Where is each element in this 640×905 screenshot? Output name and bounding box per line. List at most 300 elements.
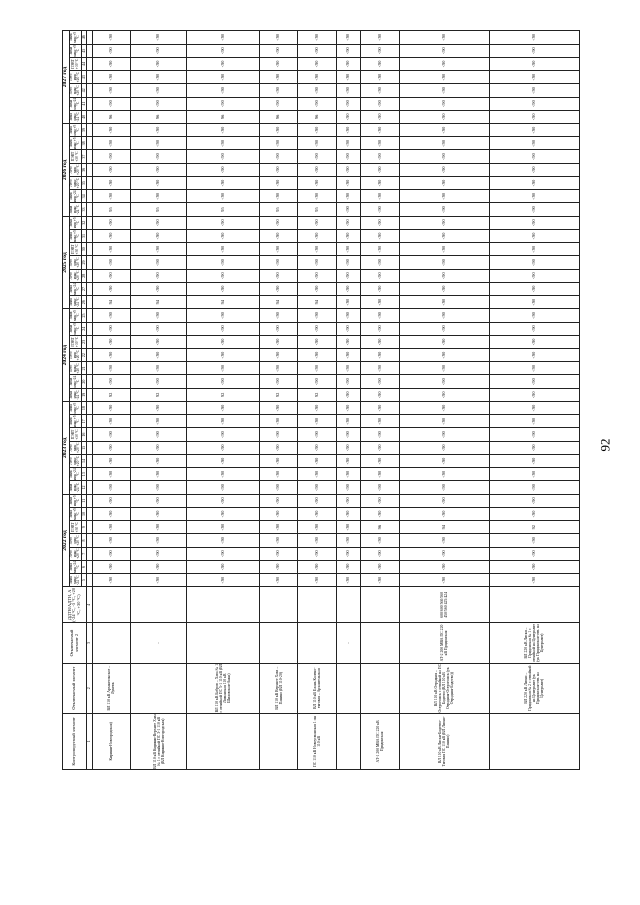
value-cell: <90 xyxy=(298,401,337,414)
value-cell: <90 xyxy=(131,521,187,534)
value-cell: <90 xyxy=(489,415,579,428)
column-number: 44 xyxy=(82,57,87,70)
value-cell: <90 xyxy=(337,309,361,322)
controlled-element-cell xyxy=(186,713,259,769)
controlled-element-cell: ВЛ 110 кВ Лиски-Бодеево-Тяговая ПС 110 кВ (ВЛ Лиски-Панино) xyxy=(399,713,489,769)
value-cell: <90 xyxy=(131,309,187,322)
value-cell: <90 xyxy=(399,269,489,282)
value-cell: 96 xyxy=(259,110,298,123)
adtn-cell xyxy=(186,587,259,623)
value-cell: <90 xyxy=(92,415,131,428)
value-cell: <90 xyxy=(298,507,337,520)
value-cell: <90 xyxy=(186,216,259,229)
column-number: 38 xyxy=(82,137,87,150)
value-cell: <90 xyxy=(186,44,259,57)
value-cell: <90 xyxy=(489,137,579,150)
value-cell: <90 xyxy=(361,84,400,97)
value-cell: <90 xyxy=(337,110,361,123)
condition-header: Зима макс -24 °С xyxy=(68,575,81,585)
value-cell: <90 xyxy=(92,547,131,560)
value-cell: <90 xyxy=(361,296,400,309)
condition-header: Лето макс +20 °С xyxy=(68,85,81,96)
value-cell: <90 xyxy=(399,44,489,57)
value-cell: <90 xyxy=(337,243,361,256)
disconnected-element-2-cell xyxy=(92,623,131,663)
value-cell: <90 xyxy=(259,534,298,547)
value-cell: <90 xyxy=(489,71,579,84)
value-cell: <90 xyxy=(361,454,400,467)
condition-header: Лето мин +20 °С xyxy=(68,72,81,83)
value-cell: 92 xyxy=(259,388,298,401)
value-cell: <90 xyxy=(337,468,361,481)
column-number: 14 xyxy=(82,454,87,467)
column-number: 22 xyxy=(82,349,87,362)
value-cell: <90 xyxy=(92,428,131,441)
year-header: 2024 год xyxy=(63,309,70,402)
disconnected-element-cell: ВЛ 110 кВ Отрадная – Острогожск с отпайкой на ПС Бодеево (ВЛ 110 кВ Отрадная-Острогожск (ук Отрадная-Бодеево)) xyxy=(399,663,489,713)
column-number: 20 xyxy=(82,375,87,388)
column-number: 15 xyxy=(82,441,87,454)
value-cell: <90 xyxy=(399,349,489,362)
rotated-table-wrapper xyxy=(62,30,580,770)
condition-header: ПЭВТ +30 °С xyxy=(69,243,81,256)
value-cell: <90 xyxy=(337,44,361,57)
value-cell: <90 xyxy=(131,124,187,137)
value-cell: <90 xyxy=(399,335,489,348)
value-cell: <90 xyxy=(298,415,337,428)
column-number: 25 xyxy=(82,309,87,322)
value-cell: <90 xyxy=(361,388,400,401)
value-cell: <90 xyxy=(186,57,259,70)
value-cell: <90 xyxy=(259,507,298,520)
value-cell: <90 xyxy=(337,137,361,150)
value-cell: <90 xyxy=(131,494,187,507)
value-cell: <90 xyxy=(489,256,579,269)
value-cell: <90 xyxy=(298,124,337,137)
value-cell: <90 xyxy=(186,229,259,242)
value-cell: <90 xyxy=(489,401,579,414)
value-cell: <90 xyxy=(298,574,337,587)
column-number: 13 xyxy=(82,468,87,481)
condition-header: Зима макс +5 °С xyxy=(68,230,81,242)
column-number: 41 xyxy=(82,97,87,110)
value-cell: <90 xyxy=(489,441,579,454)
value-cell: <90 xyxy=(361,574,400,587)
value-cell: <90 xyxy=(131,163,187,176)
value-cell: <90 xyxy=(186,282,259,295)
value-cell: 94 xyxy=(259,296,298,309)
value-cell: <90 xyxy=(298,441,337,454)
value-cell: <90 xyxy=(399,190,489,203)
value-cell: <90 xyxy=(186,322,259,335)
value-cell: <90 xyxy=(298,375,337,388)
value-cell: <90 xyxy=(399,428,489,441)
value-cell: <90 xyxy=(361,415,400,428)
value-cell: <90 xyxy=(259,428,298,441)
column-number: 32 xyxy=(82,216,87,229)
value-cell: <90 xyxy=(337,97,361,110)
value-cell: <90 xyxy=(399,216,489,229)
condition-header: Лето мин +20 °С xyxy=(68,164,81,176)
value-cell: <90 xyxy=(399,110,489,123)
value-cell: <90 xyxy=(399,415,489,428)
year-header: 2027 год xyxy=(63,31,70,124)
disconnected-element-cell xyxy=(337,663,361,713)
value-cell: 96 xyxy=(298,110,337,123)
value-cell: <90 xyxy=(186,481,259,494)
value-cell: <90 xyxy=(186,375,259,388)
value-cell: <90 xyxy=(337,176,361,189)
disconnected-element-cell: ВЛ 110 кВ Верхнее Хава – Панино (ВЛ 110-20) xyxy=(259,663,298,713)
value-cell: 92 xyxy=(489,521,579,534)
value-cell: <90 xyxy=(399,534,489,547)
value-cell: <90 xyxy=(298,31,337,45)
value-cell: <90 xyxy=(489,322,579,335)
adtn-cell xyxy=(298,587,337,623)
column-number: 45 xyxy=(82,44,87,57)
value-cell: <90 xyxy=(298,97,337,110)
value-cell: <90 xyxy=(92,507,131,520)
value-cell: <90 xyxy=(131,349,187,362)
value-cell: <90 xyxy=(399,163,489,176)
value-cell: <90 xyxy=(259,176,298,189)
value-cell: 94 xyxy=(131,296,187,309)
value-cell: <90 xyxy=(131,454,187,467)
value-cell: <90 xyxy=(489,507,579,520)
value-cell: <90 xyxy=(131,71,187,84)
value-cell: <90 xyxy=(259,31,298,45)
value-cell: <90 xyxy=(489,84,579,97)
column-number: 9 xyxy=(82,521,87,534)
value-cell: <90 xyxy=(361,229,400,242)
column-index: 1 xyxy=(87,713,92,769)
condition-header: Зима макс -24 °С xyxy=(68,204,81,215)
value-cell: <90 xyxy=(361,401,400,414)
value-cell: <90 xyxy=(131,507,187,520)
column-number: 24 xyxy=(82,322,87,335)
value-cell: <90 xyxy=(92,243,131,256)
value-cell: <90 xyxy=(131,322,187,335)
value-cell: <90 xyxy=(337,335,361,348)
value-cell: <90 xyxy=(298,137,337,150)
value-cell: <90 xyxy=(399,362,489,375)
value-cell: <90 xyxy=(298,521,337,534)
value-cell: <90 xyxy=(399,560,489,573)
value-cell: <90 xyxy=(92,322,131,335)
table-row xyxy=(131,31,187,770)
value-cell: <90 xyxy=(186,84,259,97)
column-number: 46 xyxy=(82,31,87,45)
value-cell: <90 xyxy=(131,256,187,269)
value-cell: <90 xyxy=(298,322,337,335)
value-cell: 95 xyxy=(259,203,298,216)
value-cell: <90 xyxy=(131,481,187,494)
value-cell: <90 xyxy=(186,150,259,163)
value-cell: <90 xyxy=(259,454,298,467)
condition-header: Зима макс +5 °С xyxy=(68,322,81,335)
value-cell: <90 xyxy=(399,97,489,110)
column-number: 37 xyxy=(82,150,87,163)
value-cell: <90 xyxy=(186,97,259,110)
column-number: 29 xyxy=(82,256,87,269)
value-cell: 94 xyxy=(399,521,489,534)
value-cell: <90 xyxy=(259,243,298,256)
value-cell: 94 xyxy=(92,296,131,309)
value-cell: <90 xyxy=(186,415,259,428)
value-cell: <90 xyxy=(186,547,259,560)
value-cell: <90 xyxy=(92,349,131,362)
condition-header: ПЭВТ +30 °С xyxy=(69,150,81,163)
value-cell: <90 xyxy=(337,282,361,295)
value-cell: <90 xyxy=(131,57,187,70)
value-cell: <90 xyxy=(259,375,298,388)
value-cell: <90 xyxy=(259,415,298,428)
value-cell: <90 xyxy=(259,282,298,295)
value-cell: <90 xyxy=(92,309,131,322)
value-cell: <90 xyxy=(361,349,400,362)
controlled-element-cell xyxy=(489,713,579,769)
header-controlled-element: Контролируемый элемент xyxy=(63,713,87,769)
value-cell: <90 xyxy=(131,401,187,414)
condition-header: Лето макс +20 °С xyxy=(68,455,81,467)
year-header: 2022 год xyxy=(63,494,70,587)
condition-header: Лето макс +20 °С xyxy=(68,363,81,374)
value-cell: <90 xyxy=(92,97,131,110)
disconnected-element-2-cell: ВЛ 220 кВ Лиски – Придонская № 1 с отпайкой на Центролит (ук Придонская-отп. на Центролит) xyxy=(489,623,579,663)
column-number: 23 xyxy=(82,335,87,348)
value-cell: <90 xyxy=(489,216,579,229)
column-index: 2 xyxy=(87,663,92,713)
value-cell: <90 xyxy=(131,534,187,547)
value-cell: <90 xyxy=(337,388,361,401)
value-cell: <90 xyxy=(399,468,489,481)
value-cell: 95 xyxy=(131,203,187,216)
condition-header: Лето макс +20 °С xyxy=(68,548,81,559)
column-number: 16 xyxy=(82,428,87,441)
value-cell: 92 xyxy=(131,388,187,401)
value-cell: <90 xyxy=(337,256,361,269)
value-cell: <90 xyxy=(337,415,361,428)
value-cell: <90 xyxy=(92,282,131,295)
controlled-element-cell xyxy=(259,713,298,769)
value-cell: <90 xyxy=(489,349,579,362)
value-cell: <90 xyxy=(186,137,259,150)
value-cell: <90 xyxy=(131,31,187,45)
value-cell: <90 xyxy=(337,229,361,242)
value-cell: <90 xyxy=(298,468,337,481)
condition-header: Лето мин +20 °С xyxy=(68,349,81,361)
column-index: 3 xyxy=(87,623,92,663)
column-number: 17 xyxy=(82,415,87,428)
value-cell: <90 xyxy=(186,428,259,441)
value-cell: <90 xyxy=(399,309,489,322)
adtn-cell xyxy=(92,587,131,623)
value-cell: <90 xyxy=(186,441,259,454)
value-cell: <90 xyxy=(361,322,400,335)
value-cell: <90 xyxy=(92,401,131,414)
value-cell: <90 xyxy=(489,560,579,573)
disconnected-element-cell: ВЛ 220 кВ Лиски – Придонская № 2 с отпайкой на Центролит (ук Придонская-отп. на Центролит) xyxy=(489,663,579,713)
value-cell: <90 xyxy=(186,163,259,176)
value-cell: <90 xyxy=(489,454,579,467)
value-cell: <90 xyxy=(489,534,579,547)
value-cell: 92 xyxy=(298,388,337,401)
value-cell: <90 xyxy=(298,256,337,269)
value-cell: <90 xyxy=(131,547,187,560)
value-cell: <90 xyxy=(399,137,489,150)
year-header: 2023 год xyxy=(63,401,70,494)
value-cell: <90 xyxy=(186,269,259,282)
condition-header: Зима макс -24 °С xyxy=(68,482,81,493)
value-cell: <90 xyxy=(92,534,131,547)
value-cell: <90 xyxy=(361,71,400,84)
value-cell: <90 xyxy=(186,574,259,587)
value-cell: <90 xyxy=(186,31,259,45)
value-cell: <90 xyxy=(337,454,361,467)
value-cell: <90 xyxy=(186,176,259,189)
value-cell: 94 xyxy=(298,296,337,309)
table-row xyxy=(259,31,298,770)
value-cell: <90 xyxy=(399,150,489,163)
value-cell: <90 xyxy=(92,375,131,388)
condition-header: Зима мин -24 °С xyxy=(68,97,81,110)
disconnected-element-2-cell: АТ-2 200 МВА ПС 220 кВ Придонская xyxy=(399,623,489,663)
value-cell: <90 xyxy=(259,349,298,362)
value-cell: <90 xyxy=(131,428,187,441)
value-cell: <90 xyxy=(259,481,298,494)
column-number: 12 xyxy=(82,481,87,494)
value-cell: <90 xyxy=(337,428,361,441)
value-cell: 96 xyxy=(361,521,400,534)
value-cell: <90 xyxy=(298,71,337,84)
column-number: 36 xyxy=(82,163,87,176)
value-cell: <90 xyxy=(361,256,400,269)
value-cell: <90 xyxy=(259,494,298,507)
value-cell: <90 xyxy=(186,349,259,362)
value-cell: <90 xyxy=(361,203,400,216)
value-cell: <90 xyxy=(337,362,361,375)
value-cell: <90 xyxy=(489,282,579,295)
value-cell: <90 xyxy=(489,229,579,242)
value-cell: <90 xyxy=(361,428,400,441)
value-cell: <90 xyxy=(298,216,337,229)
year-header: 2025 год xyxy=(63,216,70,309)
value-cell: <90 xyxy=(259,574,298,587)
value-cell: <90 xyxy=(92,216,131,229)
value-cell: <90 xyxy=(92,163,131,176)
column-number: 31 xyxy=(82,229,87,242)
column-number: 26 xyxy=(82,296,87,309)
value-cell: <90 xyxy=(361,309,400,322)
controlled-element-cell: ПС 110 кВ Новоусманская 1 сш 110 кВ xyxy=(298,713,337,769)
year-header: 2026 год xyxy=(63,124,70,217)
value-cell: <90 xyxy=(489,243,579,256)
value-cell: <90 xyxy=(337,507,361,520)
value-cell: <90 xyxy=(131,560,187,573)
column-number: 19 xyxy=(82,388,87,401)
value-cell: <90 xyxy=(489,176,579,189)
value-cell: <90 xyxy=(186,124,259,137)
condition-header: Лето макс +20 °С xyxy=(68,270,81,281)
value-cell: <90 xyxy=(298,229,337,242)
value-cell: <90 xyxy=(399,574,489,587)
condition-header: Зима мин +5 °С xyxy=(68,217,81,229)
value-cell: <90 xyxy=(259,322,298,335)
value-cell: <90 xyxy=(92,454,131,467)
value-cell: <90 xyxy=(298,44,337,57)
table-row xyxy=(337,31,361,770)
value-cell: <90 xyxy=(399,481,489,494)
value-cell: <90 xyxy=(131,97,187,110)
value-cell: <90 xyxy=(92,31,131,45)
value-cell: <90 xyxy=(489,31,579,45)
value-cell: <90 xyxy=(337,534,361,547)
value-cell: <90 xyxy=(337,150,361,163)
condition-header: Зима мин -24 °С xyxy=(68,375,81,388)
controlled-element-cell: Кириши-Новгородская) xyxy=(92,713,131,769)
value-cell: <90 xyxy=(259,441,298,454)
condition-header: Зима макс -24 °С xyxy=(68,297,81,307)
value-cell: <90 xyxy=(131,269,187,282)
value-cell: <90 xyxy=(337,216,361,229)
value-cell: <90 xyxy=(337,31,361,45)
condition-header: Зима мин +5 °С xyxy=(68,310,81,321)
condition-header: ПЭВТ +30 °С xyxy=(69,335,81,348)
value-cell: <90 xyxy=(259,335,298,348)
value-cell: 96 xyxy=(186,110,259,123)
value-cell: <90 xyxy=(298,84,337,97)
value-cell: <90 xyxy=(92,441,131,454)
controlled-element-cell: ВЛ 110 кВ Кириши-Верхнее Хава № 1 с отпайкой ПС 3-1 110 кВ (ВЛ Кириши-Новгородская) xyxy=(131,713,187,769)
value-cell: <90 xyxy=(361,534,400,547)
value-cell: <90 xyxy=(186,335,259,348)
value-cell: <90 xyxy=(489,44,579,57)
value-cell: <90 xyxy=(259,468,298,481)
value-cell: <90 xyxy=(399,243,489,256)
value-cell: <90 xyxy=(131,415,187,428)
column-number: 27 xyxy=(82,282,87,295)
value-cell: <90 xyxy=(92,574,131,587)
value-cell: <90 xyxy=(399,375,489,388)
condition-header: Зима мин -24 °С xyxy=(68,468,81,481)
value-cell: 95 xyxy=(92,203,131,216)
value-cell: <90 xyxy=(186,560,259,573)
value-cell: <90 xyxy=(399,296,489,309)
value-cell: <90 xyxy=(489,375,579,388)
value-cell: <90 xyxy=(399,176,489,189)
value-cell: <90 xyxy=(489,309,579,322)
header-adtn: ДДТН/АДТН, А (-24 °С, -5 °С, +20 °С, +30 °С) xyxy=(63,587,87,623)
value-cell: <90 xyxy=(337,124,361,137)
value-cell: <90 xyxy=(92,269,131,282)
condition-header: Зима мин +5 °С xyxy=(68,495,81,507)
value-cell: <90 xyxy=(361,362,400,375)
value-cell: <90 xyxy=(489,428,579,441)
value-cell: <90 xyxy=(361,176,400,189)
value-cell: <90 xyxy=(489,481,579,494)
value-cell: <90 xyxy=(361,243,400,256)
value-cell: <90 xyxy=(361,560,400,573)
condition-header: Лето мин +20 °С xyxy=(68,442,81,453)
value-cell: <90 xyxy=(186,507,259,520)
value-cell: <90 xyxy=(186,454,259,467)
value-cell: <90 xyxy=(259,269,298,282)
value-cell: <90 xyxy=(259,44,298,57)
value-cell: 96 xyxy=(92,110,131,123)
column-number: 28 xyxy=(82,269,87,282)
value-cell: <90 xyxy=(361,57,400,70)
value-cell: <90 xyxy=(361,441,400,454)
